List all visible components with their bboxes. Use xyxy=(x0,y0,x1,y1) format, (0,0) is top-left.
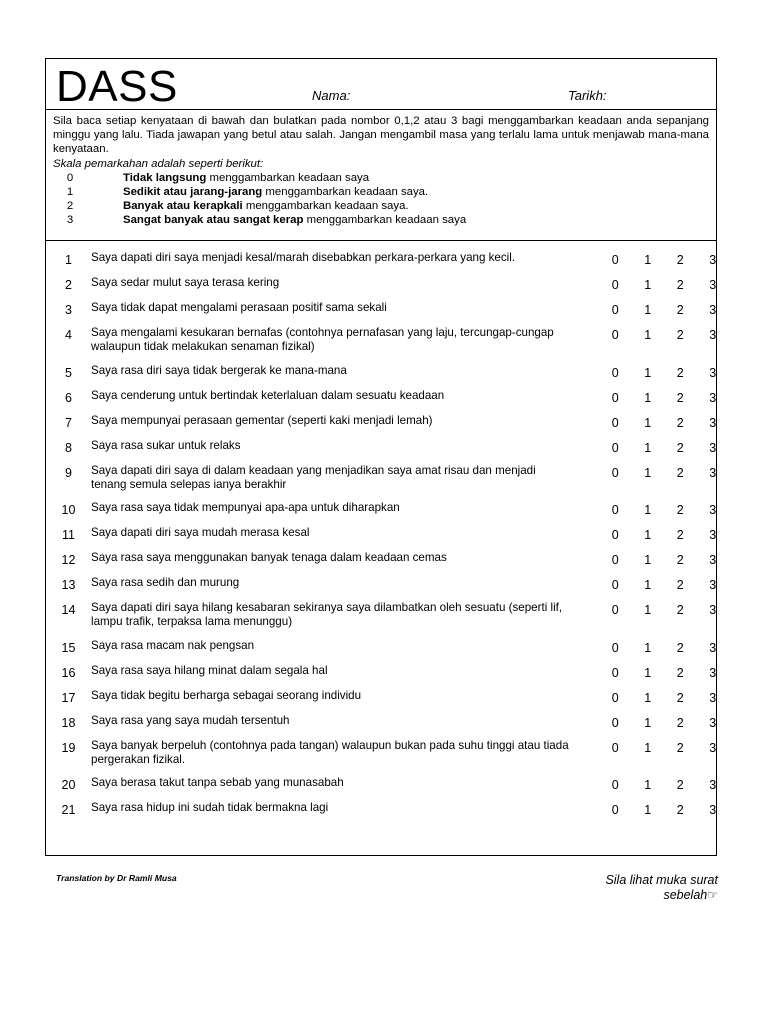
answer-option-2[interactable]: 2 xyxy=(676,665,684,680)
question-number: 16 xyxy=(61,665,76,680)
answer-option-0[interactable]: 0 xyxy=(611,365,619,380)
question-row xyxy=(46,664,716,689)
pointing-hand-icon: ☞ xyxy=(707,888,718,902)
answer-option-1[interactable]: 1 xyxy=(644,528,652,542)
question-number: 15 xyxy=(61,640,76,655)
answer-option-1[interactable]: 1 xyxy=(644,640,652,655)
answer-option-3[interactable]: 3 xyxy=(709,440,717,455)
scale-bold-label: Sangat banyak atau sangat kerap xyxy=(123,214,304,227)
answer-option-1[interactable]: 1 xyxy=(644,778,652,792)
answer-option-0[interactable]: 0 xyxy=(611,528,619,542)
question-number: 2 xyxy=(65,278,72,292)
question-number: 19 xyxy=(61,740,76,755)
question-text: Saya banyak berpeluh (contohnya pada tangan) walaupun bukan pada suhu tinggi atau tiada pergerakan fizikal. xyxy=(91,738,569,766)
answer-option-1[interactable]: 1 xyxy=(644,390,652,405)
answer-option-2[interactable]: 2 xyxy=(676,690,684,705)
question-row xyxy=(46,526,716,551)
scale-number: 2 xyxy=(66,200,74,213)
answer-options xyxy=(599,664,729,680)
answer-options xyxy=(599,776,729,792)
question-row xyxy=(46,251,716,276)
question-text: Saya tidak dapat mengalami perasaan positif sama sekali xyxy=(91,301,387,314)
scale-description xyxy=(87,185,428,199)
answer-options xyxy=(599,526,729,542)
answer-option-3[interactable]: 3 xyxy=(709,365,717,380)
question-row xyxy=(46,739,716,777)
answer-option-1[interactable]: 1 xyxy=(644,740,652,755)
question-row xyxy=(46,801,716,826)
answer-option-1[interactable]: 1 xyxy=(644,603,652,617)
question-number: 20 xyxy=(61,778,76,792)
answer-option-3[interactable]: 3 xyxy=(709,328,717,342)
answer-options xyxy=(599,801,729,817)
dass-form xyxy=(45,58,717,856)
question-text: Saya rasa diri saya tidak bergerak ke mana-mana xyxy=(91,363,347,377)
answer-options xyxy=(599,689,729,705)
question-text: Saya rasa hidup ini sudah tidak bermakna lagi xyxy=(91,801,329,814)
next-page-note xyxy=(605,873,718,903)
question-text: Saya mengalami kesukaran bernafas (contohnya pernafasan yang laju, tercungap-cungap walaupun tidak melakukan senaman fizikal) xyxy=(91,326,554,353)
answer-option-1[interactable]: 1 xyxy=(644,365,652,380)
question-text: Saya berasa takut tanpa sebab yang munasabah xyxy=(91,776,344,789)
question-number: 5 xyxy=(65,365,72,380)
answer-options xyxy=(599,714,729,730)
answer-option-3[interactable]: 3 xyxy=(709,803,717,817)
question-text: Saya rasa saya menggunakan banyak tenaga dalam keadaan cemas xyxy=(91,551,447,564)
question-number: 3 xyxy=(65,303,72,317)
question-row xyxy=(46,414,716,439)
scale-bold-label: Sedikit atau jarang-jarang xyxy=(123,186,263,199)
name-field-label: Nama: xyxy=(312,88,351,103)
answer-option-2[interactable]: 2 xyxy=(676,740,684,755)
question-text: Saya rasa sukar untuk relaks xyxy=(91,438,241,452)
answer-option-1[interactable]: 1 xyxy=(644,440,652,455)
answer-option-3[interactable]: 3 xyxy=(709,553,717,567)
answer-options xyxy=(599,639,729,655)
answer-option-0[interactable]: 0 xyxy=(611,740,619,755)
answer-options xyxy=(599,439,729,455)
question-row xyxy=(46,551,716,576)
answer-option-2[interactable]: 2 xyxy=(676,253,684,267)
question-text: Saya tidak begitu berharga sebagai seorang individu xyxy=(91,688,362,702)
question-number: 12 xyxy=(61,553,76,567)
date-field-label: Tarikh: xyxy=(568,88,607,103)
answer-option-2[interactable]: 2 xyxy=(676,303,684,317)
answer-option-3[interactable]: 3 xyxy=(709,665,717,680)
instructions-section xyxy=(46,110,716,241)
answer-option-3[interactable]: 3 xyxy=(709,303,717,317)
question-text: Saya dapati diri saya hilang kesabaran sekiranya saya dilambatkan oleh sesuatu (seperti lif, lampu trafik, terpaksa lama menunggu) xyxy=(91,601,563,628)
question-row xyxy=(46,576,716,601)
answer-option-3[interactable]: 3 xyxy=(709,640,717,655)
answer-option-0[interactable]: 0 xyxy=(611,578,619,592)
question-number: 8 xyxy=(65,440,72,455)
question-row xyxy=(46,601,716,639)
answer-option-0[interactable]: 0 xyxy=(611,303,619,317)
question-number: 14 xyxy=(61,603,76,617)
scale-rest-text: menggambarkan keadaan saya. xyxy=(242,200,409,213)
answer-option-2[interactable]: 2 xyxy=(676,503,684,517)
scale-number: 0 xyxy=(66,171,74,184)
question-text: Saya mempunyai perasaan gementar (seperti kaki menjadi lemah) xyxy=(91,413,433,427)
answer-option-2[interactable]: 2 xyxy=(676,553,684,567)
answer-options xyxy=(599,276,729,292)
answer-option-1[interactable]: 1 xyxy=(644,578,652,592)
scale-row xyxy=(53,213,709,227)
next-page-line2: sebelah xyxy=(663,888,708,902)
answer-option-0[interactable]: 0 xyxy=(611,328,619,342)
scale-list xyxy=(53,171,709,228)
answer-option-1[interactable]: 1 xyxy=(644,665,652,680)
answer-option-2[interactable]: 2 xyxy=(676,528,684,542)
question-row xyxy=(46,326,716,364)
answer-option-0[interactable]: 0 xyxy=(611,253,619,267)
answer-option-2[interactable]: 2 xyxy=(676,278,684,292)
answer-option-1[interactable]: 1 xyxy=(644,503,652,517)
question-text: Saya dapati diri saya mudah merasa kesal xyxy=(91,526,310,539)
scale-row xyxy=(53,185,709,199)
answer-option-1[interactable]: 1 xyxy=(644,690,652,705)
question-row xyxy=(46,689,716,714)
answer-option-3[interactable]: 3 xyxy=(709,715,717,730)
question-number: 17 xyxy=(61,690,76,705)
answer-options xyxy=(599,389,729,405)
question-text: Saya rasa macam nak pengsan xyxy=(91,638,255,652)
answer-option-2[interactable]: 2 xyxy=(676,415,684,430)
question-number: 6 xyxy=(65,390,72,405)
scale-rest-text: menggambarkan keadaan saya. xyxy=(262,186,429,199)
question-number: 18 xyxy=(61,715,76,730)
answer-option-1[interactable]: 1 xyxy=(644,303,652,317)
answer-option-2[interactable]: 2 xyxy=(676,715,684,730)
answer-option-2[interactable]: 2 xyxy=(676,603,684,617)
answer-option-2[interactable]: 2 xyxy=(676,365,684,380)
scale-row xyxy=(53,171,709,185)
question-text: Saya sedar mulut saya terasa kering xyxy=(91,276,280,289)
question-row xyxy=(46,776,716,801)
question-text: Saya rasa saya hilang minat dalam segala hal xyxy=(91,663,328,677)
question-row xyxy=(46,301,716,326)
answer-option-0[interactable]: 0 xyxy=(611,690,619,705)
answer-options xyxy=(599,576,729,592)
answer-option-0[interactable]: 0 xyxy=(611,803,619,817)
form-title: DASS xyxy=(56,62,178,111)
question-row xyxy=(46,276,716,301)
translation-credit: Translation by Dr Ramli Musa xyxy=(56,873,177,883)
question-text: Saya rasa yang saya mudah tersentuh xyxy=(91,713,290,727)
scale-bold-label: Tidak langsung xyxy=(123,171,207,184)
answer-option-0[interactable]: 0 xyxy=(611,603,619,617)
question-list xyxy=(46,241,716,826)
answer-option-2[interactable]: 2 xyxy=(676,465,684,480)
answer-option-1[interactable]: 1 xyxy=(644,328,652,342)
question-number: 10 xyxy=(61,503,76,517)
question-row xyxy=(46,714,716,739)
scale-description xyxy=(87,171,369,185)
answer-option-1[interactable]: 1 xyxy=(644,553,652,567)
form-header xyxy=(46,59,716,110)
question-row xyxy=(46,389,716,414)
question-number: 1 xyxy=(65,253,72,267)
answer-option-2[interactable]: 2 xyxy=(676,390,684,405)
answer-option-1[interactable]: 1 xyxy=(644,715,652,730)
answer-options xyxy=(599,251,729,267)
question-number: 21 xyxy=(61,803,76,817)
question-number: 7 xyxy=(65,415,72,430)
answer-option-3[interactable]: 3 xyxy=(709,390,717,405)
answer-option-3[interactable]: 3 xyxy=(709,778,717,792)
question-text: Saya cenderung untuk bertindak keterlaluan dalam sesuatu keadaan xyxy=(91,388,445,402)
answer-option-0[interactable]: 0 xyxy=(611,715,619,730)
question-row xyxy=(46,464,716,502)
answer-options xyxy=(599,739,729,755)
answer-option-1[interactable]: 1 xyxy=(644,803,652,817)
answer-option-0[interactable]: 0 xyxy=(611,640,619,655)
question-row xyxy=(46,639,716,664)
answer-option-0[interactable]: 0 xyxy=(611,503,619,517)
answer-option-2[interactable]: 2 xyxy=(676,440,684,455)
scale-bold-label: Banyak atau kerapkali xyxy=(123,200,243,213)
answer-options xyxy=(599,301,729,317)
answer-option-3[interactable]: 3 xyxy=(709,465,717,480)
scale-number: 3 xyxy=(66,214,74,227)
answer-option-2[interactable]: 2 xyxy=(676,640,684,655)
answer-option-2[interactable]: 2 xyxy=(676,578,684,592)
answer-options xyxy=(599,464,729,480)
answer-option-1[interactable]: 1 xyxy=(644,415,652,430)
answer-options xyxy=(599,414,729,430)
scale-heading: Skala pemarkahan adalah seperti berikut: xyxy=(53,157,264,170)
answer-option-3[interactable]: 3 xyxy=(709,253,717,267)
answer-option-3[interactable]: 3 xyxy=(709,528,717,542)
answer-option-0[interactable]: 0 xyxy=(611,415,619,430)
scale-rest-text: menggambarkan keadaan saya xyxy=(303,214,467,227)
scale-description xyxy=(87,213,466,227)
answer-option-1[interactable]: 1 xyxy=(644,465,652,480)
question-text: Saya rasa saya tidak mempunyai apa-apa untuk diharapkan xyxy=(91,501,400,514)
next-page-line1: Sila lihat muka surat xyxy=(605,873,718,887)
answer-options xyxy=(599,326,729,342)
answer-option-0[interactable]: 0 xyxy=(611,278,619,292)
question-row xyxy=(46,501,716,526)
answer-option-1[interactable]: 1 xyxy=(644,278,652,292)
question-text: Saya rasa sedih dan murung xyxy=(91,576,240,589)
question-number: 9 xyxy=(65,465,72,480)
answer-options xyxy=(599,601,729,617)
question-text: Saya dapati diri saya menjadi kesal/marah disebabkan perkara-perkara yang kecil. xyxy=(91,251,516,264)
question-number: 4 xyxy=(65,328,72,342)
answer-option-3[interactable]: 3 xyxy=(709,690,717,705)
answer-option-0[interactable]: 0 xyxy=(611,665,619,680)
scale-row xyxy=(53,199,709,213)
answer-option-3[interactable]: 3 xyxy=(709,278,717,292)
answer-option-1[interactable]: 1 xyxy=(644,253,652,267)
answer-option-3[interactable]: 3 xyxy=(709,415,717,430)
scale-description xyxy=(87,199,409,213)
answer-option-0[interactable]: 0 xyxy=(611,440,619,455)
answer-option-3[interactable]: 3 xyxy=(709,578,717,592)
answer-option-0[interactable]: 0 xyxy=(611,390,619,405)
answer-option-2[interactable]: 2 xyxy=(676,803,684,817)
scale-number: 1 xyxy=(66,186,74,199)
scale-rest-text: menggambarkan keadaan saya xyxy=(206,171,370,184)
answer-option-0[interactable]: 0 xyxy=(611,778,619,792)
answer-options xyxy=(599,551,729,567)
instructions-text: Sila baca setiap kenyataan di bawah dan bulatkan pada nombor 0,1,2 atau 3 bagi menggambarkan keadaan anda sepanjang minggu yang lalu. Tiada jawapan yang betul atau salah. Jangan mengambil masa yang terlalu lama untuk menjawab mana-mana kenyataan. xyxy=(53,115,709,156)
answer-option-2[interactable]: 2 xyxy=(676,778,684,792)
question-text: Saya dapati diri saya di dalam keadaan yang menjadikan saya amat risau dan menjadi tenang semula selepas ianya berakhir xyxy=(91,463,536,491)
answer-option-2[interactable]: 2 xyxy=(676,328,684,342)
question-row xyxy=(46,439,716,464)
answer-option-0[interactable]: 0 xyxy=(611,553,619,567)
answer-options xyxy=(599,501,729,517)
question-number: 13 xyxy=(61,578,76,592)
answer-option-3[interactable]: 3 xyxy=(709,740,717,755)
answer-option-3[interactable]: 3 xyxy=(709,503,717,517)
question-number: 11 xyxy=(62,528,75,542)
answer-options xyxy=(599,364,729,380)
question-row xyxy=(46,364,716,389)
answer-option-0[interactable]: 0 xyxy=(611,465,619,480)
answer-option-3[interactable]: 3 xyxy=(709,603,717,617)
